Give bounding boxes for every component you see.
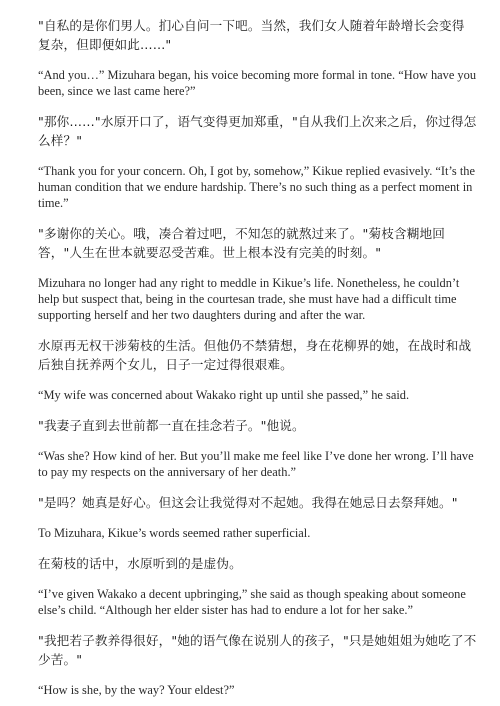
paragraph-en: “Thank you for your concern. Oh, I got by, somehow,” Kikue replied evasively. “It’s the human condition that we endure hardship. There’s no such thing as a perfect moment in time.” <box>38 164 475 210</box>
paragraph-en: “My wife was concerned about Wakako right up until she passed,” he said. <box>38 388 410 402</box>
paragraph-zh: "是吗？她真是好心。但这会让我觉得对不起她。我得在她忌日去祭拜她。" <box>38 495 458 510</box>
paragraph-en: “I’ve given Wakako a decent upbringing,” she said as though speaking about someone else’s child. “Although her elder sister has had to endure a lot for her sake.” <box>38 587 466 617</box>
paragraph-zh: 在菊枝的话中，水原听到的是虚伪。 <box>38 556 242 571</box>
paragraph-zh: 水原再无权干涉菊枝的生活。但他仍不禁猜想，身在花柳界的她，在战时和战后独自抚养两个女儿，日子一定过得很艰难。 <box>38 338 472 372</box>
paragraph-en: To Mizuhara, Kikue’s words seemed rather superficial. <box>38 526 311 540</box>
paragraph-en: Mizuhara no longer had any right to meddle in Kikue’s life. Nonetheless, he couldn’t help but suspect that, being in the courtesan trade, she must have had a difficult time supporting herself and her two daughters during and after the war. <box>38 276 460 322</box>
paragraph-en: “Was she? How kind of her. But you’ll make me feel like I’ve done her wrong. I’ll have to pay my respects on the anniversary of her death.” <box>38 449 474 479</box>
paragraph-en: “And you…” Mizuhara began, his voice becoming more formal in tone. “How have you been, since we last came here?” <box>38 68 477 98</box>
paragraph-en: “How is she, by the way? Your eldest?” <box>38 683 235 697</box>
paragraph-zh: "我把若子教养得很好，"她的语气像在说别人的孩子，"只是她姐姐为她吃了不少苦。" <box>38 633 477 667</box>
paragraph-zh: "多谢你的关心。哦，凑合着过吧，不知怎的就熬过来了。"菊枝含糊地回答，"人生在世本就要忍受苦难。世上根本没有完美的时刻。" <box>38 226 445 260</box>
paragraph-zh: "那你……"水原开口了，语气变得更加郑重，"自从我们上次来之后，你过得怎么样？" <box>38 114 477 148</box>
paragraph-zh: "自私的是你们男人。扪心自问一下吧。当然，我们女人随着年龄增长会变得复杂，但即便如此……" <box>38 18 465 52</box>
paragraph-zh: "我妻子直到去世前都一直在挂念若子。"他说。 <box>38 418 305 433</box>
